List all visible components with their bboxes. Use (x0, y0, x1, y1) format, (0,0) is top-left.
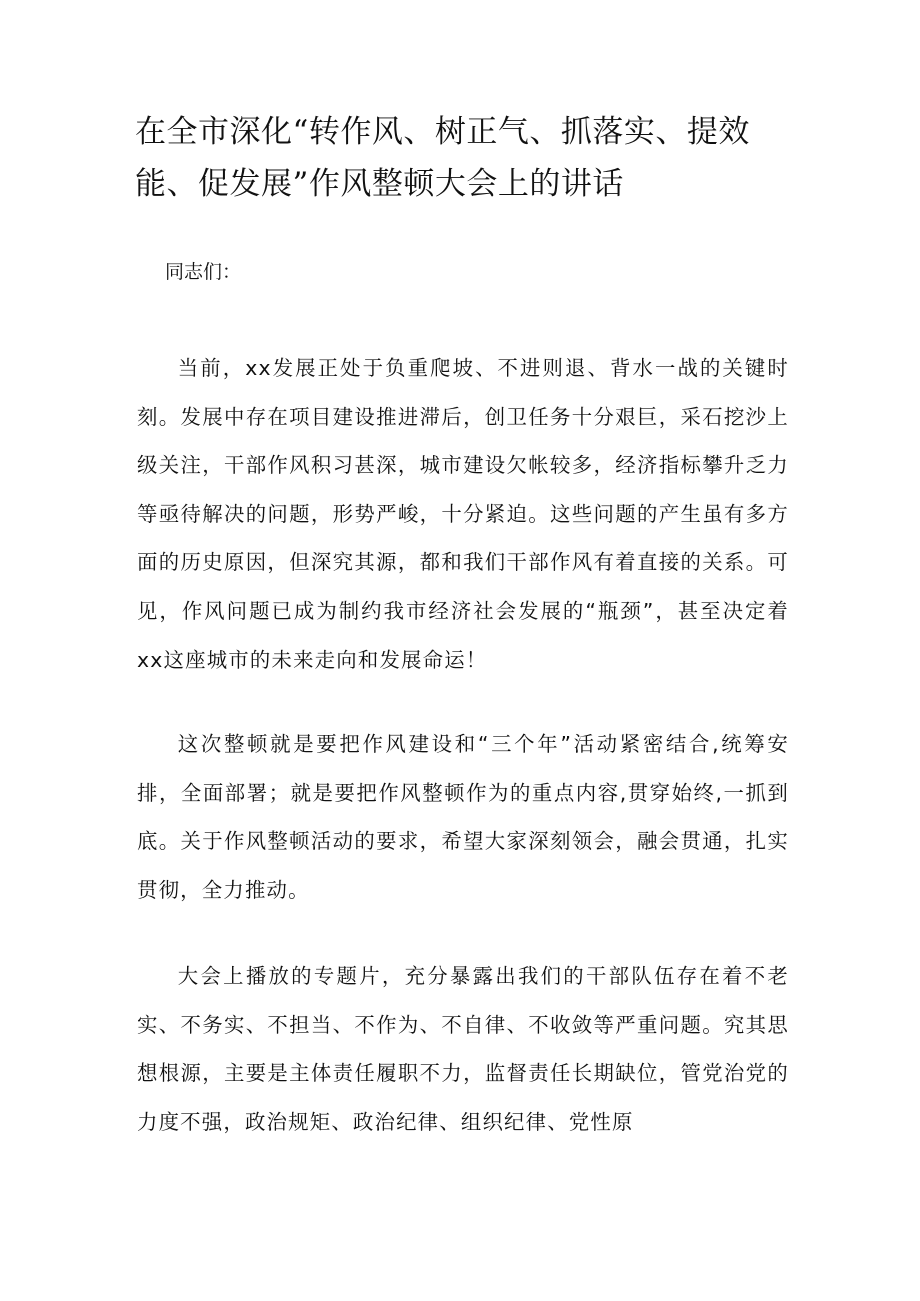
paragraph-1: 当前，xx发展正处于负重爬坡、不进则退、背水一战的关键时刻。发展中存在项目建设推进滞后，创卫任务十分艰巨，采石挖沙上级关注，干部作风积习甚深，城市建设欠帐较多，经济指标攀升乏力等亟待解决的问题，形势严峻，十分紧迫。这些问题的产生虽有多方面的历史原因，但深究其源，都和我们干部作风有着直接的关系。可见，作风问题已成为制约我市经济社会发展的“瓶颈”，甚至决定着xx这座城市的未来走向和发展命运！ (137, 356, 789, 672)
paragraph-2: 这次整顿就是要把作风建设和“三个年”活动紧密结合,统筹安排，全面部署；就是要把作风整顿作为的重点内容,贯穿始终,一抓到底。关于作风整顿活动的要求，希望大家深刻领会，融会贯通，扎实贯彻，全力推动。 (137, 732, 789, 902)
paragraph-3: 大会上播放的专题片，充分暴露出我们的干部队伍存在着不老实、不务实、不担当、不作为、不自律、不收敛等严重问题。究其思想根源，主要是主体责任履职不力，监督责任长期缺位，管党治党的力度不强，政治规矩、政治纪律、组织纪律、党性原 (137, 964, 789, 1134)
salutation: 同志们： (165, 261, 242, 283)
document-title: 在全市深化“转作风、树正气、抓落实、提效能、促发展”作风整顿大会上的讲话 (135, 114, 750, 202)
